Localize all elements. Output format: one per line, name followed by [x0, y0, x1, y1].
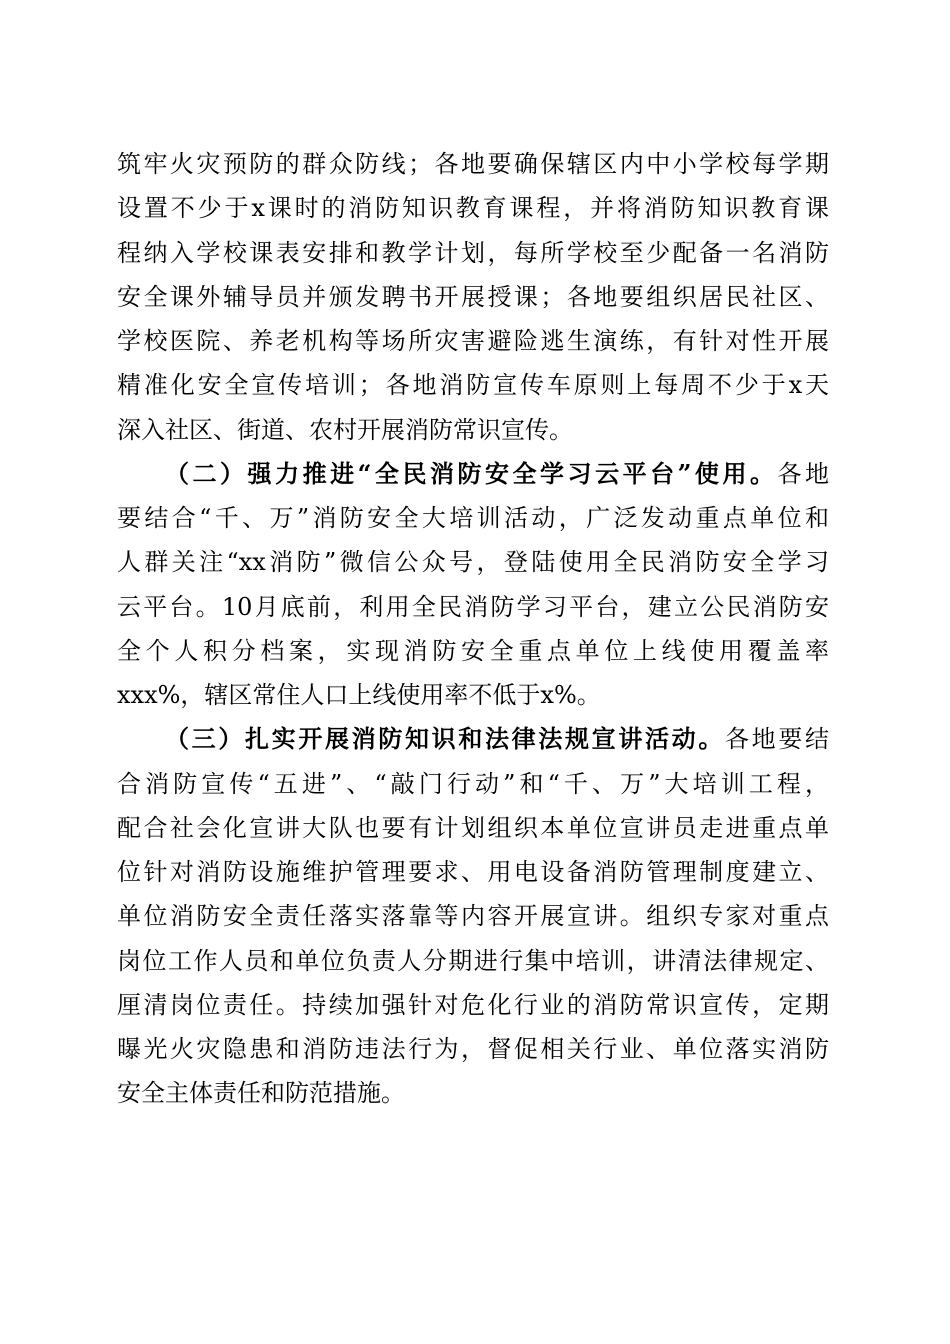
text-line: 云平台。10月底前，利用全民消防学习平台，建立公民消防安 [117, 592, 829, 621]
heading-continuation: 各地 [777, 459, 830, 488]
paragraph-2 [117, 452, 829, 718]
section-heading: （三）扎实开展消防知识和法律法规宣讲活动。 [165, 724, 725, 754]
text-line: 单位消防安全责任落实落靠等内容开展宣讲。组织专家对重点 [117, 902, 829, 931]
text-line: 筑牢火灾预防的群众防线；各地要确保辖区内中小学校每学期 [117, 150, 829, 178]
paragraph-first-line [117, 717, 829, 761]
text-line: 设置不少于x课时的消防知识教育课程，并将消防知识教育课 [117, 194, 829, 223]
document-body [117, 142, 829, 1116]
text-line: 全个人积分档案，实现消防安全重点单位上线使用覆盖率 [117, 636, 829, 665]
text-line: xxx%，辖区常住人口上线使用率不低于x%。 [117, 681, 601, 709]
text-line: 深入社区、街道、农村开展消防常识宣传。 [117, 415, 573, 444]
text-line: 厘清岗位责任。持续加强针对危化行业的消防常识宣传，定期 [117, 990, 829, 1019]
paragraph-first-line [117, 452, 829, 496]
text-line: 要结合“千、万”消防安全大培训活动，广泛发动重点单位和 [117, 504, 829, 532]
text-line: 配合社会化宣讲大队也要有计划组织本单位宣讲员走进重点单 [117, 813, 829, 842]
text-line: 合消防宣传“五进”、“敲门行动”和“千、万”大培训工程， [117, 769, 829, 798]
text-line: 岗位工作人员和单位负责人分期进行集中培训，讲清法律规定、 [117, 946, 829, 975]
text-line: 曝光火灾隐患和消防违法行为，督促相关行业、单位落实消防 [117, 1035, 829, 1063]
text-line: 安全主体责任和防范措施。 [117, 1079, 405, 1108]
text-line: 程纳入学校课表安排和教学计划，每所学校至少配备一名消防 [117, 238, 829, 267]
paragraph-1 [117, 142, 829, 452]
text-line: 精准化安全宣传培训；各地消防宣传车原则上每周不少于x天 [117, 371, 829, 400]
text-line: 安全课外辅导员并颁发聘书开展授课；各地要组织居民社区、 [117, 282, 829, 311]
section-heading: （二）强力推进“全民消防安全学习云平台”使用。 [165, 458, 778, 488]
text-line: 学校医院、养老机构等场所灾害避险逃生演练，有针对性开展 [117, 327, 829, 355]
paragraph-3 [117, 717, 829, 1115]
heading-continuation: 各地要结 [725, 725, 829, 754]
text-line: 位针对消防设施维护管理要求、用电设备消防管理制度建立、 [117, 858, 829, 886]
text-line: 人群关注“xx消防”微信公众号，登陆使用全民消防安全学习 [117, 548, 829, 577]
